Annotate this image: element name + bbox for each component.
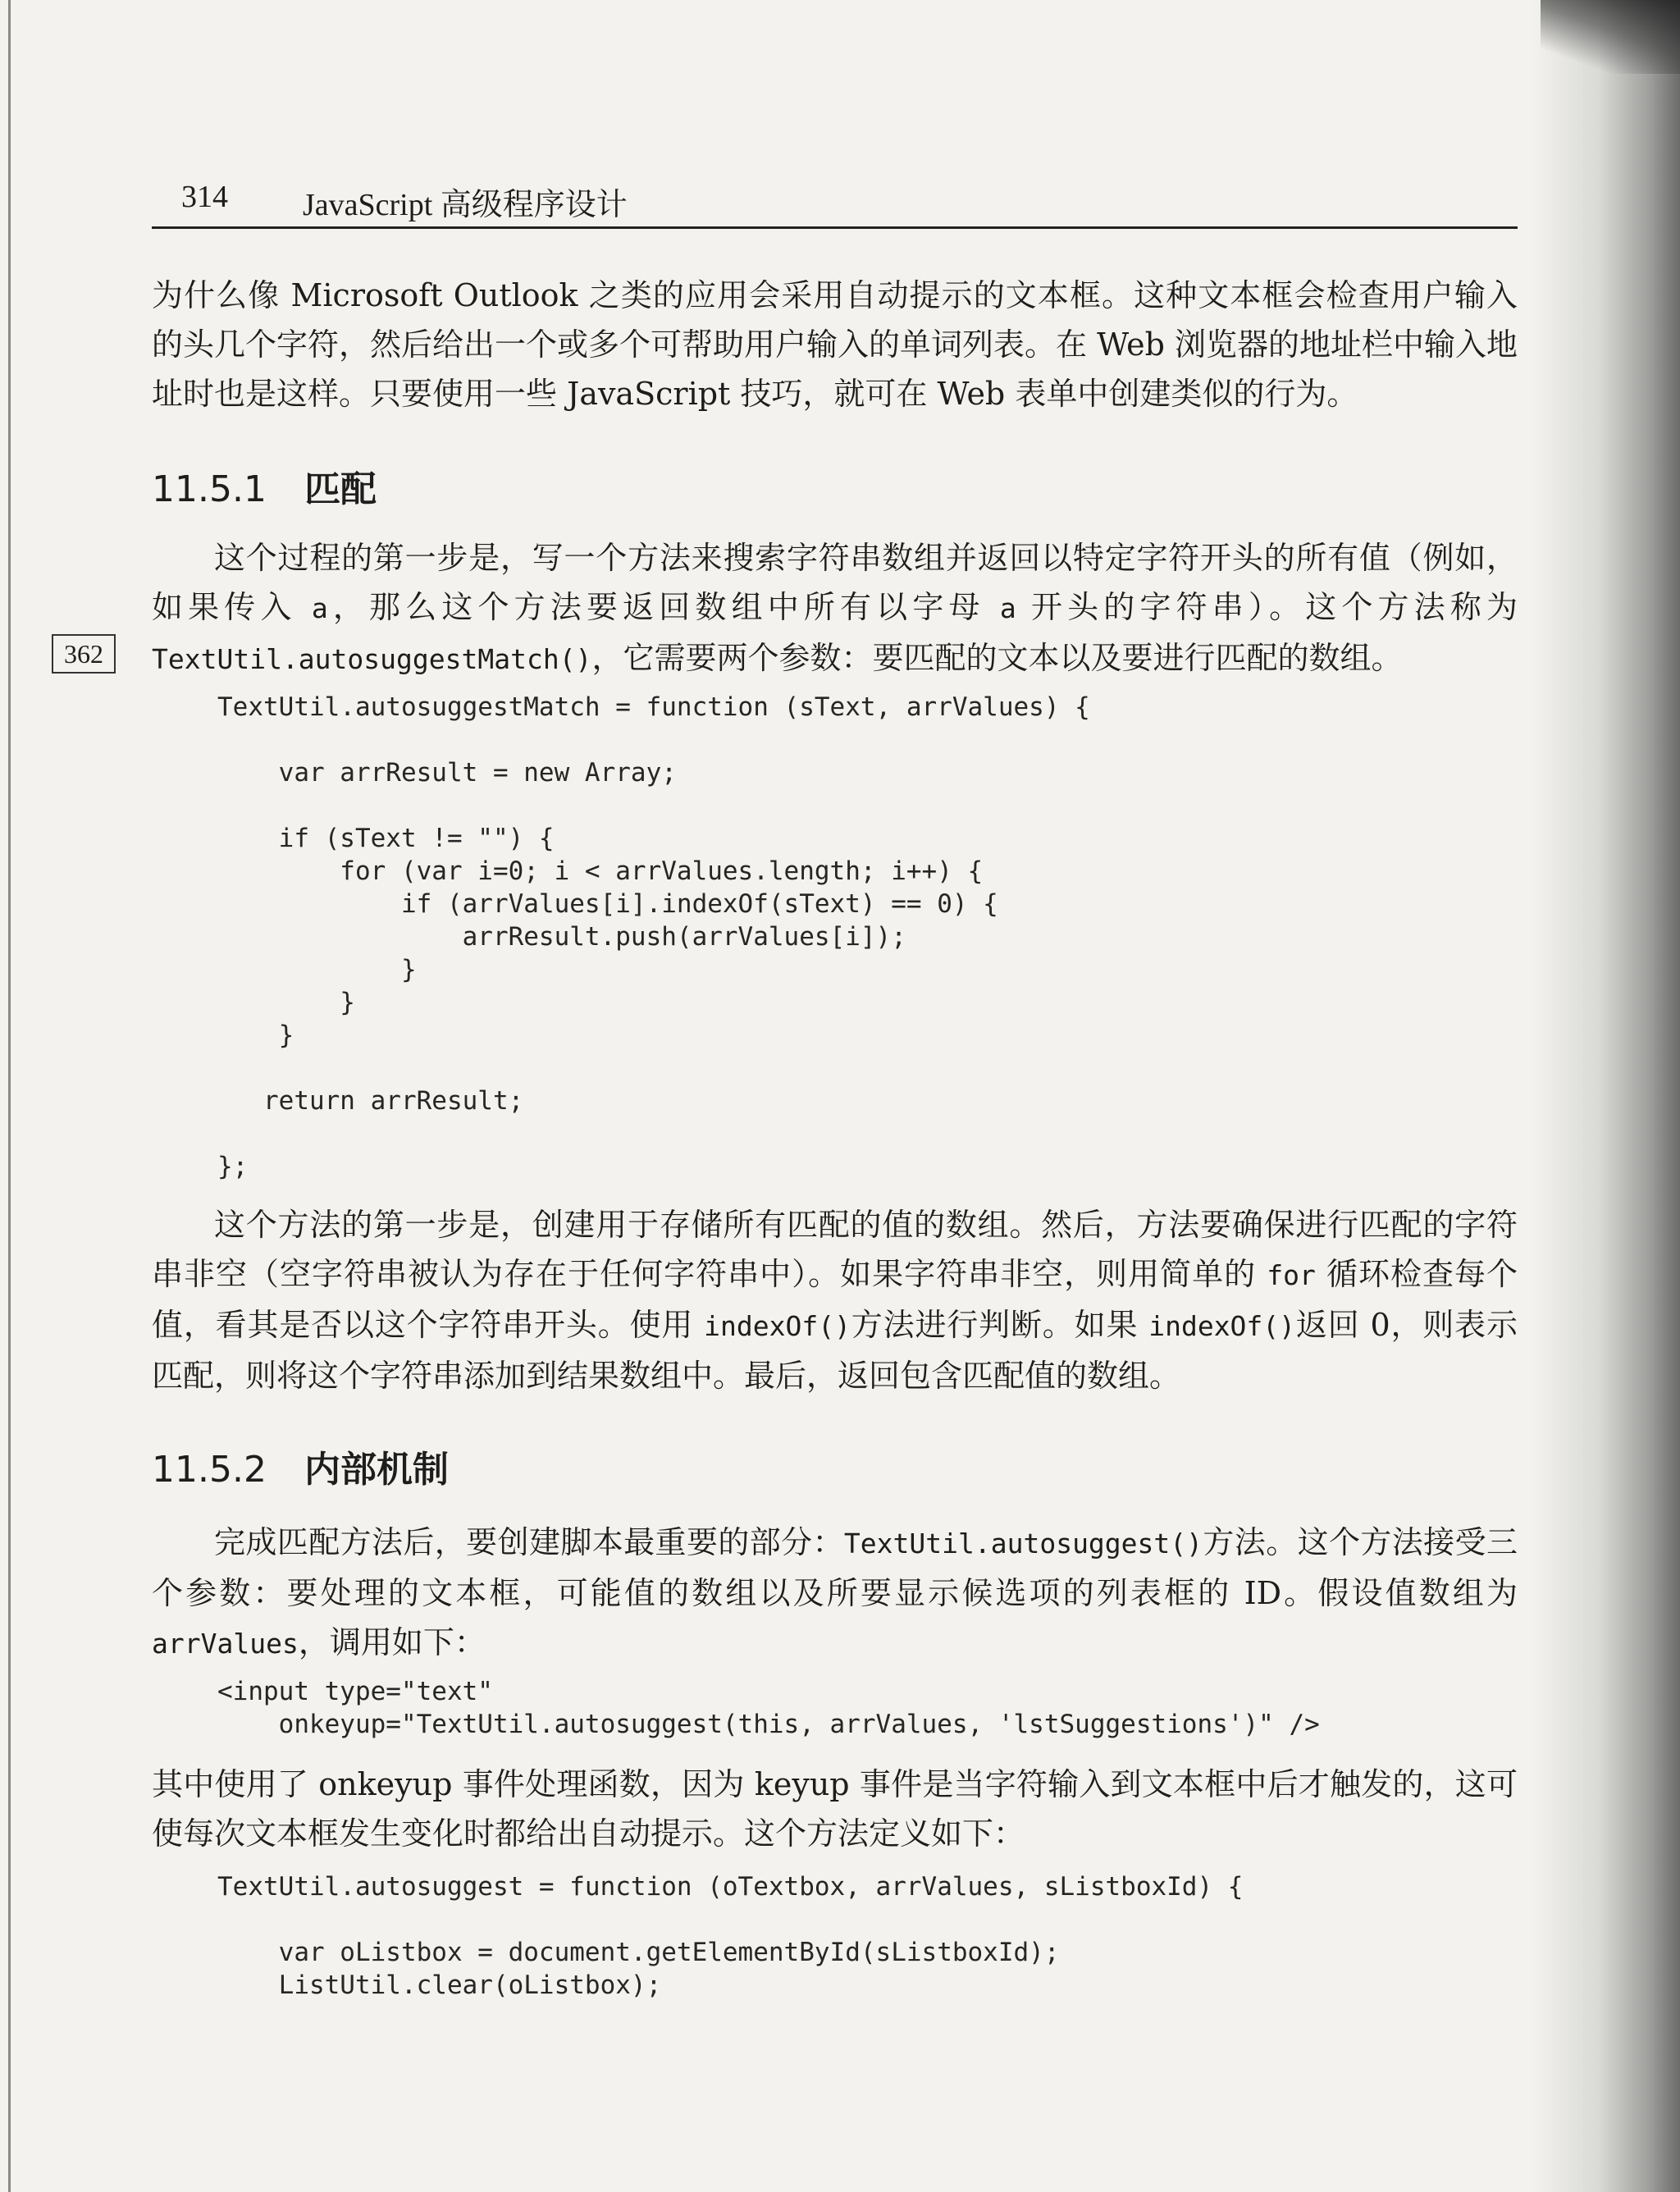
section2-paragraph-1: 完成匹配方法后，要创建脚本最重要的部分：TextUtil.autosuggest()方法。这个方法接受三个参数：要处理的文本框，可能值的数组以及所要显示候选项的列表框的 ID。假设值数组为 arrValues，调用如下： bbox=[152, 1524, 1518, 1660]
running-header bbox=[152, 177, 1518, 229]
section-title: 匹配 bbox=[304, 468, 377, 510]
section-title: 内部机制 bbox=[304, 1449, 449, 1491]
intro-paragraph: 为什么像 Microsoft Outlook 之类的应用会采用自动提示的文本框。这种文本框会检查用户输入的头几个字符，然后给出一个或多个可帮助用户输入的单词列表。在 Web 浏览器的地址栏中输入地址时也是这样。只要使用一些 JavaScript 技巧，就可在 Web 表单中创建类似的行为。 bbox=[152, 277, 1518, 412]
code-block-input-element: <input type="text" onkeyup="TextUtil.autosuggest(this, arrValues, 'lstSuggestions')" /> bbox=[217, 1677, 1320, 1739]
page-gutter-shadow bbox=[1532, 0, 1680, 2192]
book-title: JavaScript 高级程序设计 bbox=[303, 188, 628, 222]
section-heading-11-5-1 bbox=[152, 459, 377, 512]
page-corner-shadow bbox=[1541, 0, 1680, 74]
section-number: 11.5.1 bbox=[152, 468, 267, 510]
page-left-edge bbox=[8, 0, 11, 2192]
margin-page-reference: 362 bbox=[52, 634, 116, 674]
section-number: 11.5.2 bbox=[152, 1449, 267, 1491]
code-block-autosuggestmatch: TextUtil.autosuggestMatch = function (sText, arrValues) { var arrResult = new Array; if (sText != "") { for (var i=0; i < arrValues.length; i++) { if (arrValues[i].indexOf(sText) == 0) { arrResult.push(arrValues[i]); } } } return arrResult; }; bbox=[217, 692, 1090, 1181]
section-heading-11-5-2 bbox=[152, 1440, 449, 1492]
code-block-autosuggest: TextUtil.autosuggest = function (oTextbox, arrValues, sListboxId) { var oListbox = document.getElementById(sListboxId); ListUtil.clear(oListbox); bbox=[217, 1872, 1244, 2000]
section1-paragraph-1: 这个过程的第一步是，写一个方法来搜索字符串数组并返回以特定字符开头的所有值（例如，如果传入 a，那么这个方法要返回数组中所有以字母 a 开头的字符串）。这个方法称为 TextUtil.autosuggestMatch()，它需要两个参数：要匹配的文本以及要进行匹配的数组。 bbox=[152, 540, 1518, 676]
section2-paragraph-2: 其中使用了 onkeyup 事件处理函数，因为 keyup 事件是当字符输入到文本框中后才触发的，这可使每次文本框发生变化时都给出自动提示。这个方法定义如下： bbox=[152, 1766, 1518, 1852]
section1-paragraph-2: 这个方法的第一步是，创建用于存储所有匹配的值的数组。然后，方法要确保进行匹配的字符串非空（空字符串被认为存在于任何字符串中）。如果字符串非空，则用简单的 for 循环检查每个值，看其是否以这个字符串开头。使用 indexOf()方法进行判断。如果 indexOf()返回 0，则表示匹配，则将这个字符串添加到结果数组中。最后，返回包含匹配值的数组。 bbox=[152, 1207, 1518, 1394]
page-number: 314 bbox=[181, 180, 228, 214]
